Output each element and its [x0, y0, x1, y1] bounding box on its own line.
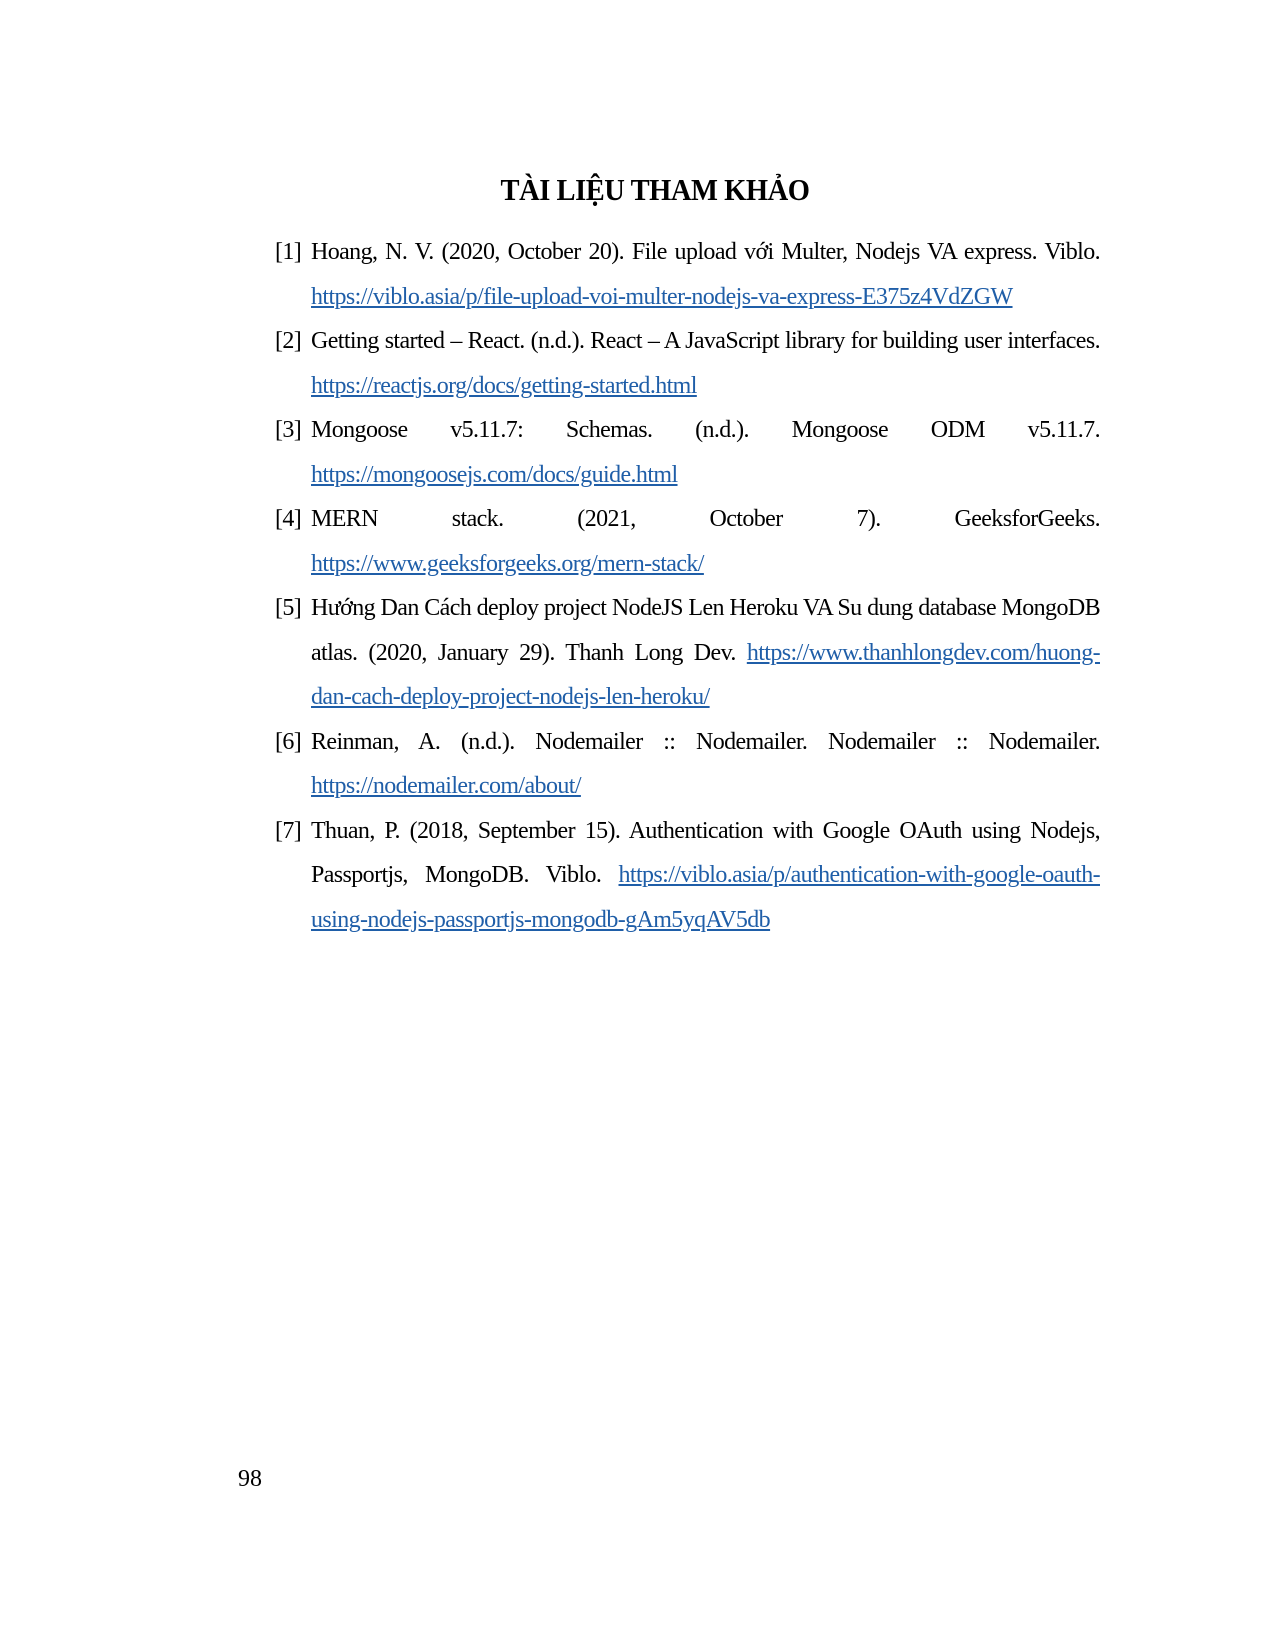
reference-number: [6] — [275, 728, 302, 755]
reference-number: [1] — [275, 239, 302, 265]
reference-item — [275, 809, 1100, 943]
reference-number: [2] — [275, 328, 302, 354]
reference-number: [7] — [275, 817, 302, 844]
reference-number: [4] — [275, 506, 302, 532]
reference-text: Thuan, P. (2018, September 15). Authentication with Google OAuth using Nodejs, Passportjs, MongoDB. Viblo. — [311, 817, 1100, 888]
reference-link[interactable]: https://viblo.asia/p/authentication-with-google-oauth-using-nodejs-passportjs-mongodb-gAm5yqAV5db — [311, 862, 1100, 933]
reference-link[interactable]: https://reactjs.org/docs/getting-started.html — [311, 372, 697, 399]
reference-link[interactable]: https://nodemailer.com/about/ — [311, 773, 581, 799]
reference-text: Hướng Dan Cách deploy project NodeJS Len Heroku VA Su dung database MongoDB atlas. (2020, January 29). Thanh Long Dev. — [311, 595, 1100, 666]
reference-item — [275, 586, 1100, 720]
reference-text: Getting started – React. (n.d.). React – A JavaScript library for building user interfaces. — [311, 328, 1100, 354]
reference-item — [275, 497, 1100, 586]
reference-link[interactable]: https://www.geeksforgeeks.org/mern-stack/ — [311, 550, 704, 577]
reference-number: [5] — [275, 595, 302, 621]
reference-item — [275, 408, 1100, 497]
reference-text: Reinman, A. (n.d.). Nodemailer :: Nodemailer. Nodemailer :: Nodemailer. — [311, 728, 1100, 755]
reference-number: [3] — [275, 417, 302, 443]
page-number: 98 — [238, 1466, 262, 1492]
reference-text: MERN stack. (2021, October 7). GeeksforGeeks. — [311, 506, 1100, 532]
reference-item — [275, 720, 1100, 809]
reference-link[interactable]: https://mongoosejs.com/docs/guide.html — [311, 461, 678, 488]
reference-item — [275, 319, 1100, 408]
page-title: TÀI LIỆU THAM KHẢO — [500, 172, 810, 207]
reference-text: Mongoose v5.11.7: Schemas. (n.d.). Mongoose ODM v5.11.7. — [311, 417, 1100, 443]
reference-link[interactable]: https://www.thanhlongdev.com/huong-dan-cach-deploy-project-nodejs-len-heroku/ — [311, 639, 1100, 710]
reference-link[interactable]: https://viblo.asia/p/file-upload-voi-multer-nodejs-va-express-E375z4VdZGW — [311, 283, 1013, 310]
reference-text: Hoang, N. V. (2020, October 20). File upload với Multer, Nodejs VA express. Viblo. — [311, 239, 1100, 265]
reference-item — [275, 230, 1100, 319]
reference-list — [275, 230, 1100, 942]
